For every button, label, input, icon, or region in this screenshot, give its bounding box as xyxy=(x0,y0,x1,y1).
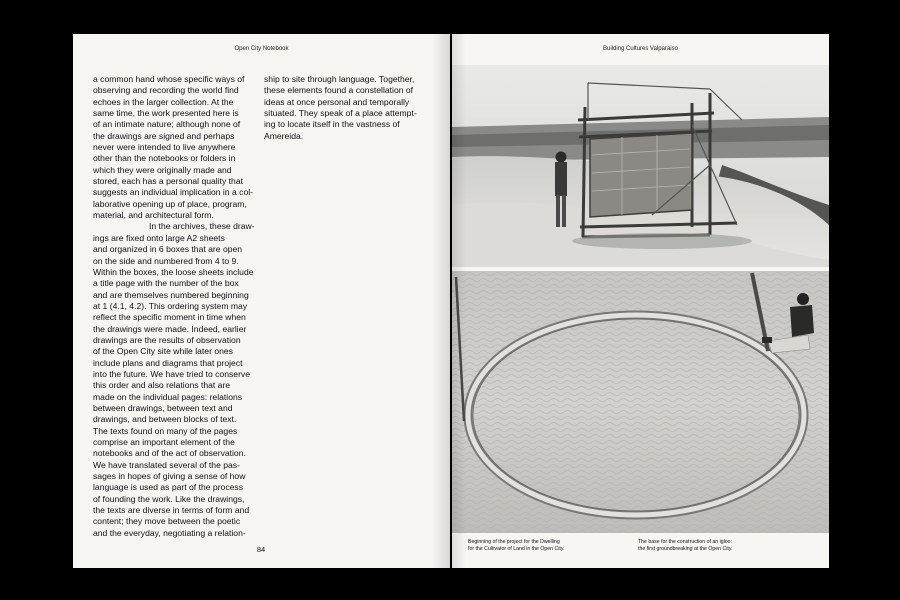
photo-igloo-base xyxy=(452,271,829,533)
text-line: into the future. We have tried to conserve xyxy=(93,368,251,379)
text-line: drawings are the results of observation xyxy=(93,334,241,345)
text-line: same time, the work presented here is xyxy=(93,108,239,119)
text-line: of an intimate nature; although none of xyxy=(93,119,241,130)
text-line: and organized in 6 boxes that are open xyxy=(93,244,243,255)
text-line: a common hand whose specific ways of xyxy=(93,74,245,84)
text-line: We have translated several of the pas- xyxy=(93,459,240,470)
text-line: content; they move between the poetic xyxy=(93,516,241,527)
photo-caption-2 xyxy=(638,539,758,553)
text-line: material, and architectural form. xyxy=(93,210,214,221)
running-head-left: Open City Notebook xyxy=(234,46,289,52)
text-column-2 xyxy=(264,74,429,142)
caption-line: Beginning of the project for the Dwelling xyxy=(468,539,560,545)
text-line: comprise an important element of the xyxy=(93,437,235,447)
caption-line: The base for the construction of an igloo: xyxy=(638,539,733,545)
right-page xyxy=(452,34,829,568)
caption-line: the first groundbreaking at the Open City. xyxy=(638,546,733,552)
text-line: at 1 (4.1, 4.2). This ordering system may xyxy=(93,300,248,311)
text-line: the drawings are signed and perhaps xyxy=(93,130,235,141)
text-line: observing and recording the world find xyxy=(93,85,239,96)
photo-igloo-base-image xyxy=(452,271,829,533)
gutter-shadow xyxy=(432,34,450,568)
text-line: and the everyday, negotiating a relation- xyxy=(93,527,246,538)
text-line: include plans and diagrams that project xyxy=(93,357,243,368)
text-line: the texts are diverse in terms of form and xyxy=(93,505,250,516)
text-line: The texts found on many of the pages xyxy=(93,425,238,436)
photo-dwelling-frame xyxy=(452,65,829,267)
text-line: notebooks and of the act of observation. xyxy=(93,448,246,459)
text-line: between drawings, between text and xyxy=(93,402,233,413)
text-line: situated. They speak of a place attempt- xyxy=(264,108,417,119)
text-line: Within the boxes, the loose sheets include xyxy=(93,266,254,277)
running-head-right: Building Cultures Valparaiso xyxy=(603,46,678,52)
text-line: ing to locate itself in the vastness of xyxy=(264,119,400,130)
photo-caption-1 xyxy=(468,539,588,553)
text-line: reflect the specific moment in time when xyxy=(93,312,246,323)
text-line: echoes in the larger collection. At the xyxy=(93,96,234,107)
text-line: made on the individual pages: relations xyxy=(93,391,243,402)
text-line: language is used as part of the process xyxy=(93,482,244,493)
text-line: of the Open City site while later ones xyxy=(93,346,233,357)
page-number: 84 xyxy=(256,545,266,554)
text-line: drawings, and between blocks of text. xyxy=(93,414,237,425)
text-line: which they were originally made and xyxy=(93,164,232,175)
text-line: and are themselves numbered beginning xyxy=(93,289,249,300)
text-line: ings are fixed onto large A2 sheets xyxy=(93,232,225,243)
text-line: other than the notebooks or folders in xyxy=(93,153,236,164)
text-line: sages in hopes of giving a sense of how xyxy=(93,471,246,482)
text-line: ideas at once personal and temporally xyxy=(264,96,410,107)
text-line: stored, each has a personal quality that xyxy=(93,176,244,187)
body-paragraph xyxy=(264,74,429,142)
text-line: of founding the work. Like the drawings, xyxy=(93,493,245,504)
photo-dwelling-frame-image xyxy=(452,65,829,267)
text-line: In the archives, these draw- xyxy=(149,221,255,232)
gutter-shadow xyxy=(452,34,466,568)
text-line: laborative opening up of place, program, xyxy=(93,198,247,209)
text-line: Amereida. xyxy=(264,130,304,141)
text-line: suggests an individual implication in a col- xyxy=(93,187,254,198)
text-line: a title page with the number of the box xyxy=(93,278,239,289)
text-line: on the side and numbered from 4 to 9. xyxy=(93,255,239,266)
body-paragraph xyxy=(93,74,261,539)
text-line: these elements found a constellation of xyxy=(264,85,414,96)
text-column-1 xyxy=(93,74,261,539)
text-line: the drawings were made. Indeed, earlier xyxy=(93,323,247,334)
text-line: this order and also relations that are xyxy=(93,380,231,391)
open-book-spread xyxy=(73,34,829,568)
text-line: never were intended to live anywhere xyxy=(93,142,236,153)
left-page xyxy=(73,34,450,568)
caption-line: for the Cultivator of Land in the Open City. xyxy=(468,546,565,552)
text-line: ship to site through language. Together, xyxy=(264,74,415,84)
